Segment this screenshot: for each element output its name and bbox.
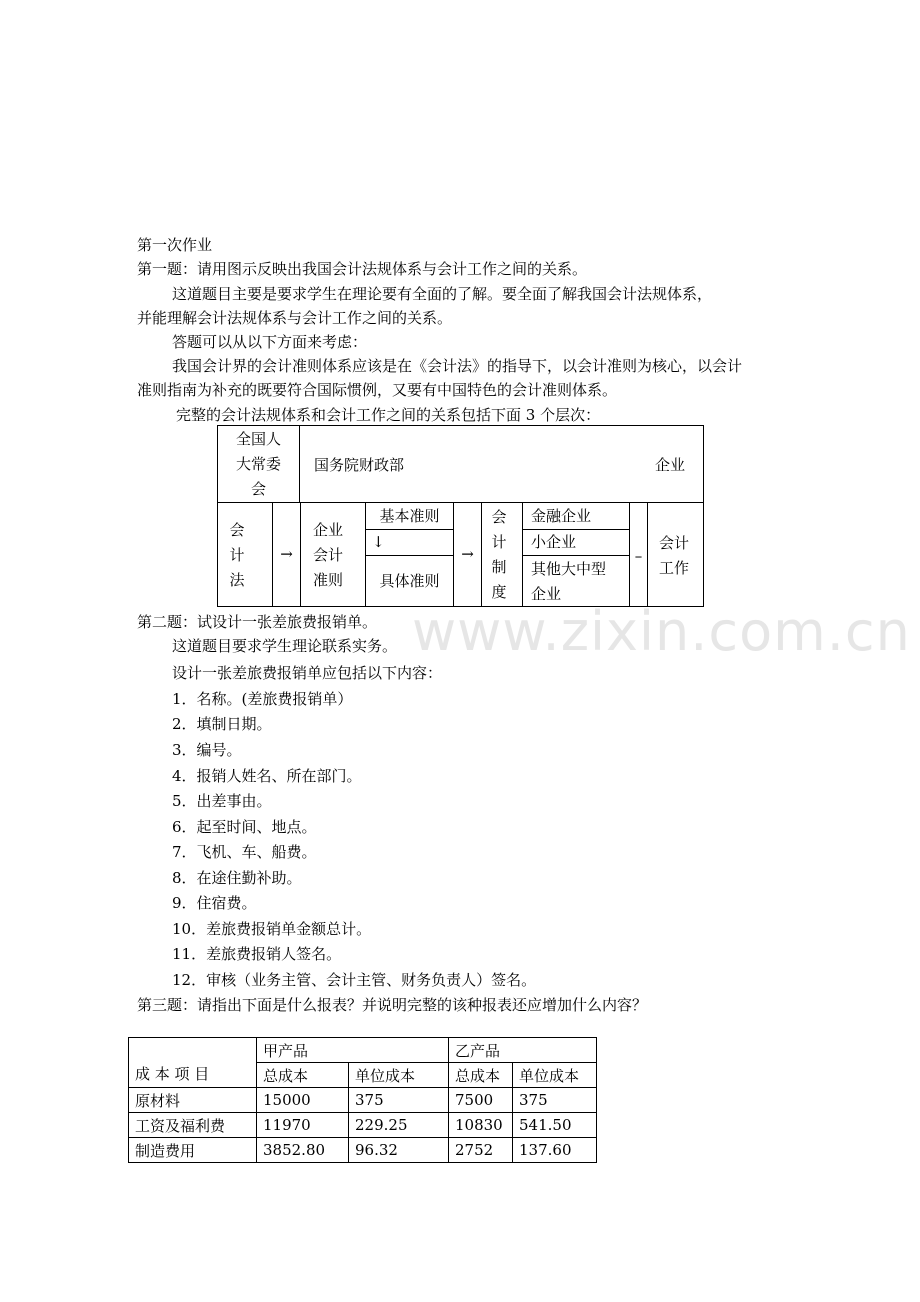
accounting-work-line2: 工作 (658, 559, 689, 577)
arrow-right-icon-2: → (461, 545, 474, 563)
q2-item: 3．编号。 (172, 741, 242, 759)
table-cell: 原材料 (129, 1088, 257, 1113)
q2-item: 8．在途住勤补助。 (172, 869, 302, 887)
column-header: 单位成本 (513, 1063, 597, 1088)
q2-item: 1．名称。(差旅费报销单） (172, 690, 353, 708)
table-cell: 541.50 (513, 1113, 597, 1138)
q2-item: 5．出差事由。 (172, 792, 272, 810)
q2-item: 11．差旅费报销人签名。 (172, 945, 342, 963)
table-row (129, 1138, 597, 1163)
product-a-header: 甲产品 (257, 1038, 449, 1063)
q2-para2: 设计一张差旅费报销单应包括以下内容： (172, 664, 443, 682)
enterprise-label: 企业 (655, 456, 686, 474)
financial-enterprise: 金融企业 (531, 507, 592, 525)
table-cell: 10830 (449, 1113, 513, 1138)
cost-item-header: 成 本 项 目 (129, 1038, 257, 1088)
system-char4: 度 (491, 583, 507, 601)
q2-item: 9．住宿费。 (172, 894, 257, 912)
system-char1: 会 (491, 508, 507, 526)
law-char3: 法 (229, 571, 245, 589)
basic-standard: 基本准则 (379, 507, 440, 525)
table-cell: 7500 (449, 1088, 513, 1113)
q1-question: 第一题：请用图示反映出我国会计法规体系与会计工作之间的关系。 (137, 260, 588, 278)
specific-standard: 具体准则 (379, 572, 440, 590)
table-cell: 96.32 (349, 1138, 449, 1163)
table-cell: 375 (513, 1088, 597, 1113)
q3-question: 第三题：请指出下面是什么报表？并说明完整的该种报表还应增加什么内容？ (137, 996, 648, 1014)
dash-connector: – (634, 547, 643, 565)
q1-para2: 答题可以从以下方面来考虑： (172, 333, 368, 351)
table-cell: 15000 (257, 1088, 349, 1113)
table-cell: 229.25 (349, 1113, 449, 1138)
table-cell: 制造费用 (129, 1138, 257, 1163)
q1-para3-line2: 准则指南为补充的既要符合国际惯例，又要有中国特色的会计准则体系。 (137, 381, 618, 399)
table-cell: 工资及福利费 (129, 1113, 257, 1138)
q1-para4: 完整的会计法规体系和会计工作之间的关系包括下面 3 个层次： (176, 406, 601, 424)
column-header: 总成本 (257, 1063, 349, 1088)
product-b-header: 乙产品 (449, 1038, 597, 1063)
npc-line1: 全国人 (235, 430, 281, 448)
standards-line1: 企业 (312, 521, 343, 539)
table-cell: 2752 (449, 1138, 513, 1163)
small-enterprise: 小企业 (531, 533, 577, 551)
q1-para3-line1: 我国会计界的会计准则体系应该是在《会计法》的指导下，以会计准则为核心，以会计 (172, 357, 743, 375)
column-header: 单位成本 (349, 1063, 449, 1088)
table-row (129, 1113, 597, 1138)
npc-line2: 大常委 (235, 455, 281, 473)
standards-line2: 会计 (312, 546, 343, 564)
q2-item: 10．差旅费报销单金额总计。 (172, 920, 372, 938)
standards-line3: 准则 (312, 571, 343, 589)
q2-item: 12．审核（业务主管、会计主管、财务负责人）签名。 (172, 971, 537, 989)
q1-para1-line1: 这道题目主要是要求学生在理论要有全面的了解。要全面了解我国会计法规体系， (172, 285, 713, 303)
table-row (129, 1088, 597, 1113)
law-char2: 计 (229, 546, 245, 564)
arrow-right-icon: → (280, 545, 293, 563)
system-char3: 制 (491, 558, 507, 576)
table-cell: 375 (349, 1088, 449, 1113)
table-cell: 137.60 (513, 1138, 597, 1163)
ministry-of-finance-label: 国务院财政部 (314, 456, 405, 474)
other-enterprise-line1: 其他大中型 (531, 560, 607, 578)
law-char1: 会 (229, 521, 245, 539)
q2-question: 第二题：试设计一张差旅费报销单。 (137, 613, 378, 631)
table-cell: 11970 (257, 1113, 349, 1138)
cost-table (128, 1037, 597, 1163)
npc-line3: 会 (250, 480, 266, 498)
column-header: 总成本 (449, 1063, 513, 1088)
q2-item: 2．填制日期。 (172, 715, 272, 733)
other-enterprise-line2: 企业 (531, 585, 562, 603)
q1-para1-line2: 并能理解会计法规体系与会计工作之间的关系。 (137, 309, 453, 327)
table-header-row (129, 1038, 597, 1063)
accounting-work-line1: 会计 (658, 534, 689, 552)
system-char2: 计 (491, 533, 507, 551)
table-cell: 3852.80 (257, 1138, 349, 1163)
watermark: www.zixin.com.cn (412, 600, 911, 663)
arrow-down-icon: ↓ (372, 533, 385, 551)
q2-item: 6．起至时间、地点。 (172, 818, 317, 836)
q2-item: 7．飞机、车、船费。 (172, 843, 317, 861)
q2-para1: 这道题目要求学生理论联系实务。 (172, 637, 398, 655)
assignment-title: 第一次作业 (137, 236, 213, 254)
q2-item: 4．报销人姓名、所在部门。 (172, 767, 362, 785)
